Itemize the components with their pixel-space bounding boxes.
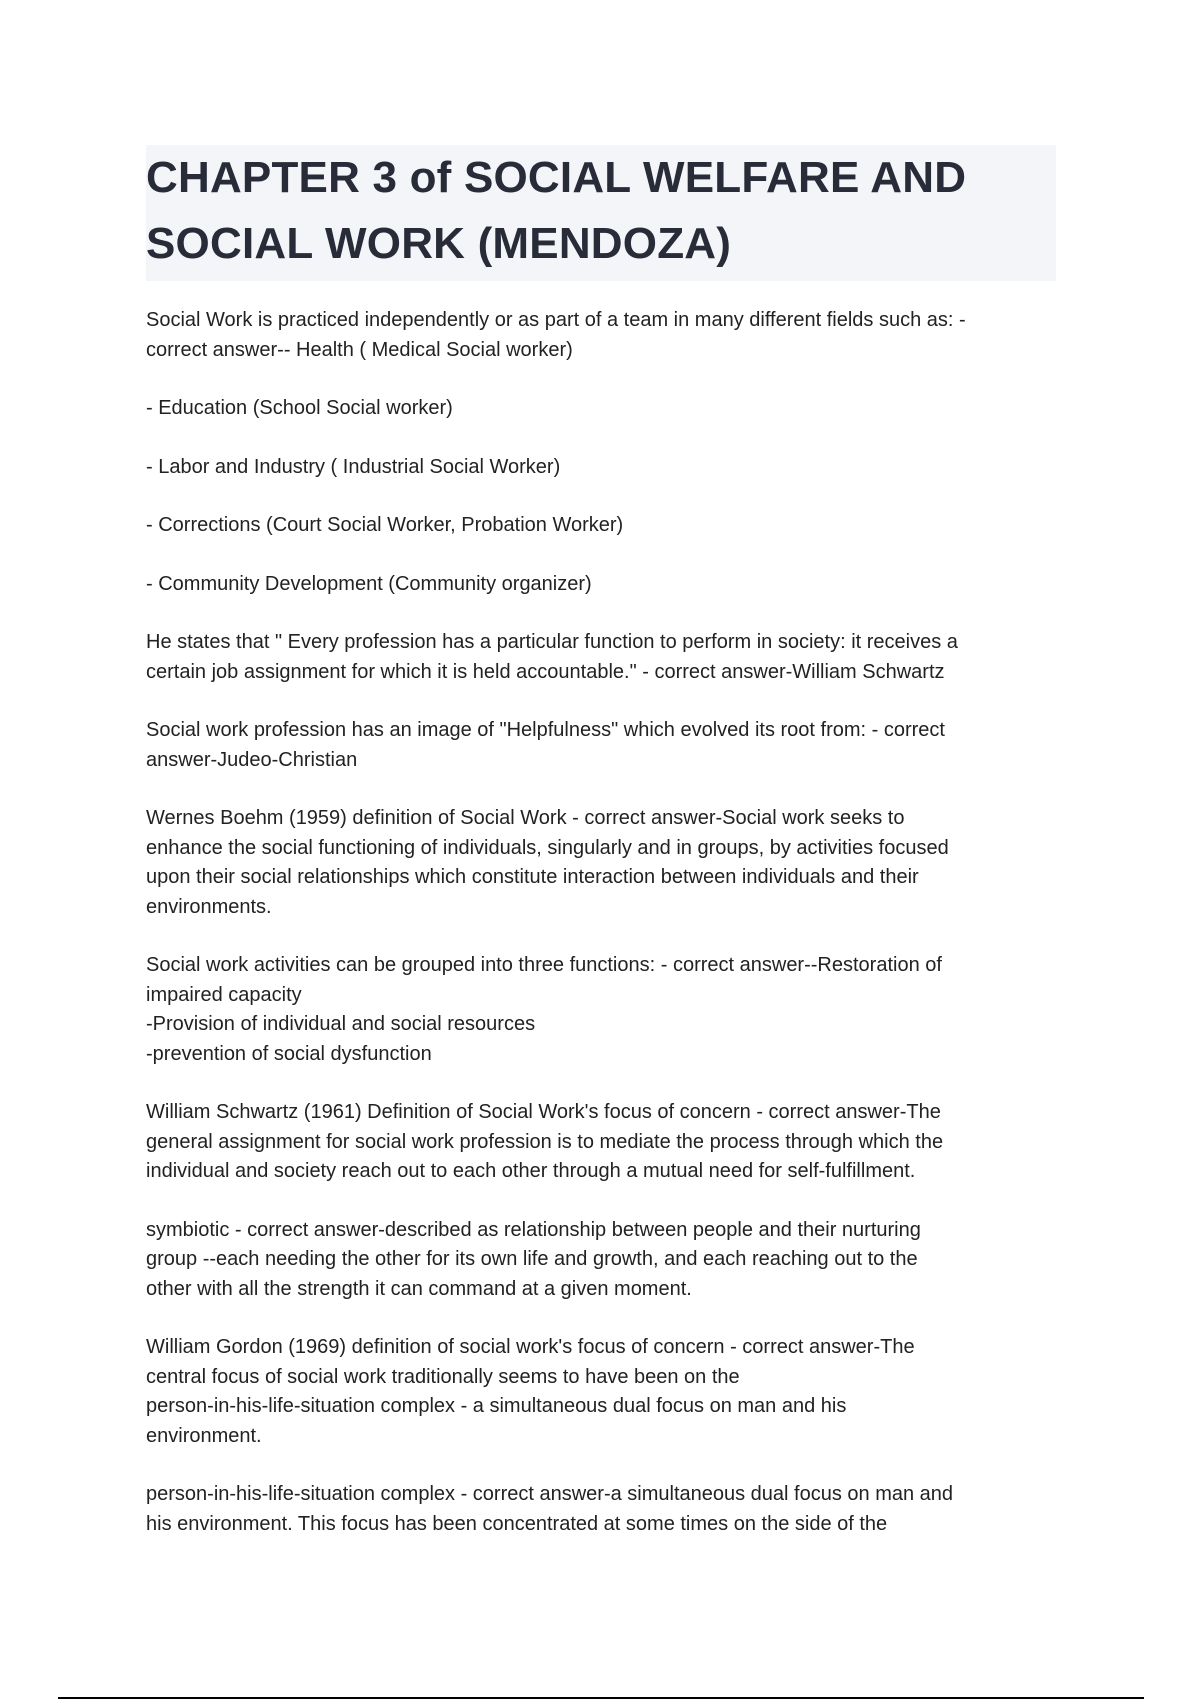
paragraph-fields-of-practice	[146, 306, 1056, 365]
text-line: William Gordon (1969) definition of social work's focus of concern - correct answer-The	[146, 1336, 915, 1358]
text-line: Wernes Boehm (1959) definition of Social Work - correct answer-Social work seeks to	[146, 807, 905, 829]
text-line: general assignment for social work profession is to mediate the process through which the	[146, 1130, 944, 1153]
paragraph-corrections	[146, 511, 1056, 541]
paragraph-schwartz-definition	[146, 1098, 1056, 1187]
text-line: person-in-his-life-situation complex - correct answer-a simultaneous dual focus on man and	[146, 1483, 954, 1505]
text-line: Social work profession has an image of "Helpfulness" which evolved its root from: - correct	[146, 719, 945, 741]
text-line: individual and society reach out to each other through a mutual need for self-fulfillment.	[146, 1160, 916, 1182]
text-line: environments.	[146, 895, 272, 918]
text-line: - Education (School Social worker)	[146, 397, 453, 419]
text-line: correct answer-- Health ( Medical Social worker)	[146, 338, 573, 361]
text-line: central focus of social work traditionally seems to have been on the	[146, 1365, 740, 1388]
title-line: SOCIAL WORK (MENDOZA)	[146, 219, 732, 268]
paragraph-three-functions	[146, 951, 1056, 1069]
page-title	[146, 145, 1046, 277]
title-line: CHAPTER 3 of SOCIAL WELFARE AND	[146, 153, 967, 202]
paragraph-gordon-definition	[146, 1333, 1056, 1451]
text-line: person-in-his-life-situation complex - a simultaneous dual focus on man and his	[146, 1395, 847, 1417]
text-line: his environment. This focus has been concentrated at some times on the side of the	[146, 1512, 888, 1535]
paragraph-community-development	[146, 570, 1056, 600]
text-line: enhance the social functioning of individuals, singularly and in groups, by activities focused	[146, 836, 949, 859]
paragraph-symbiotic	[146, 1216, 1056, 1305]
text-line: certain job assignment for which it is held accountable." - correct answer-William Schwartz	[146, 660, 945, 683]
paragraph-person-in-situation	[146, 1480, 1056, 1539]
text-line: group --each needing the other for its own life and growth, and each reaching out to the	[146, 1248, 918, 1270]
text-line: upon their social relationships which constitute interaction between individuals and their	[146, 866, 919, 888]
text-line: - Community Development (Community organizer)	[146, 572, 592, 595]
paragraph-labor-industry	[146, 453, 1056, 483]
page-bottom-rule	[58, 1697, 1144, 1699]
text-line: He states that " Every profession has a particular function to perform in society: it receives a	[146, 631, 958, 653]
paragraph-education	[146, 394, 1056, 424]
text-line: impaired capacity	[146, 983, 302, 1006]
text-line: - Labor and Industry ( Industrial Social Worker)	[146, 455, 561, 478]
text-line: - Corrections (Court Social Worker, Probation Worker)	[146, 514, 624, 536]
text-line: symbiotic - correct answer-described as relationship between people and their nurturing	[146, 1218, 921, 1241]
text-line: -Provision of individual and social resources	[146, 1013, 536, 1035]
paragraph-helpfulness	[146, 716, 1056, 775]
paragraph-boehm-definition	[146, 804, 1056, 922]
document-body	[146, 306, 1056, 1568]
text-line: environment.	[146, 1424, 262, 1447]
text-line: Social work activities can be grouped into three functions: - correct answer--Restoration of	[146, 954, 942, 976]
text-line: -prevention of social dysfunction	[146, 1042, 432, 1065]
text-line: William Schwartz (1961) Definition of Social Work's focus of concern - correct answer-The	[146, 1101, 941, 1123]
text-line: other with all the strength it can command at a given moment.	[146, 1277, 692, 1300]
text-line: Social Work is practiced independently or as part of a team in many different fields such as: -	[146, 309, 966, 331]
text-line: answer-Judeo-Christian	[146, 748, 358, 771]
paragraph-schwartz-quote	[146, 628, 1056, 687]
